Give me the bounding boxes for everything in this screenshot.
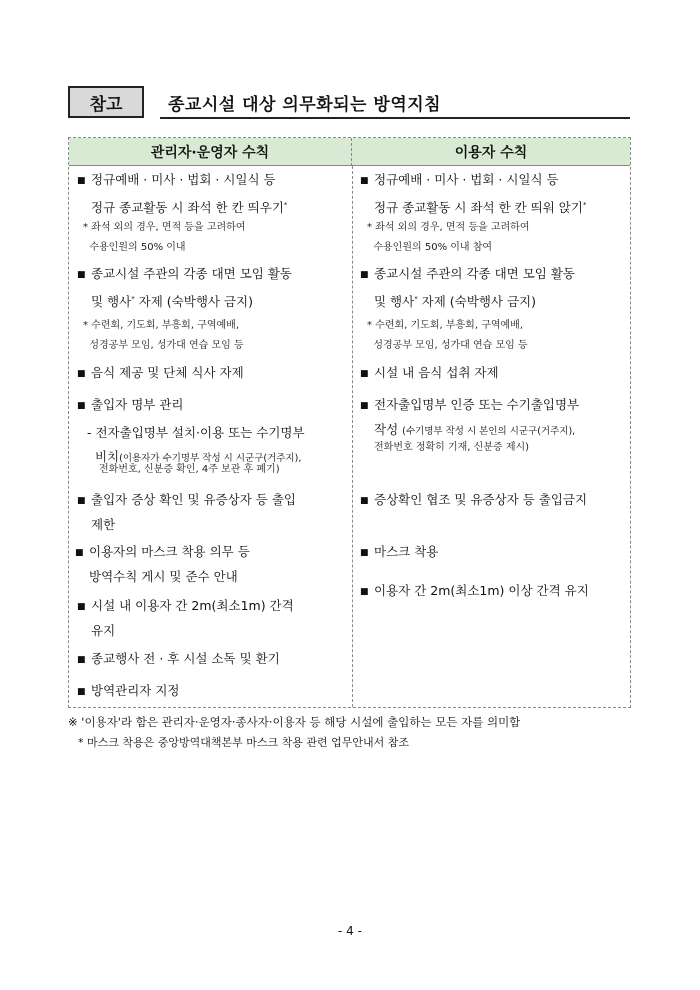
left-item-7 [77, 594, 294, 643]
left-item-5-line2: 제한 [91, 517, 116, 532]
right-item-4-line2: 작성 [374, 422, 399, 437]
left-item-6-line2: 방역수칙 게시 및 준수 안내 [89, 569, 238, 584]
left-item-4-detail-line3: 전화번호, 신분증 확인, 4주 보관 후 폐기) [99, 464, 280, 475]
left-item-1: ■ 정규예배 · 미사 · 법회 · 시일식 등 정규 종교활동 시 좌석 한 칸 띄우기* [77, 168, 287, 220]
guideline-table [68, 137, 631, 708]
left-item-2-note-line1: * 수련회, 기도회, 부흥회, 구역예배, [83, 320, 240, 331]
square-bullet-icon: ■ [360, 587, 369, 597]
left-item-4-detail-line1: - 전자출입명부 설치·이용 또는 수기명부 [87, 425, 305, 440]
left-item-8-text: 종교행사 전 · 후 시설 소독 및 환기 [91, 651, 280, 666]
square-bullet-icon: ■ [360, 369, 369, 379]
left-item-1-note-line1: * 좌석 외의 경우, 면적 등을 고려하여 [83, 222, 246, 233]
left-item-5 [77, 488, 296, 537]
column-header-manager: 관리자·운영자 수칙 [69, 138, 352, 166]
left-item-5-line1: 출입자 증상 확인 및 유증상자 등 출입 [91, 492, 296, 507]
left-item-9 [77, 679, 180, 704]
square-bullet-icon: ■ [77, 496, 86, 506]
left-item-2-line2: 및 행사 [91, 294, 132, 310]
left-item-1-note-line2: 수용인원의 50% 이내 [89, 242, 186, 253]
right-item-2: ■ 종교시설 주관의 각종 대면 모임 활동 및 행사* 자제 (숙박행사 금지) [360, 262, 575, 314]
square-bullet-icon: ■ [77, 176, 86, 186]
square-bullet-icon: ■ [77, 369, 86, 379]
title-underline [160, 117, 630, 119]
column-header-user: 이용자 수칙 [352, 138, 630, 166]
square-bullet-icon: ■ [77, 602, 86, 612]
left-item-2-line2b: 자제 (숙박행사 금지) [134, 294, 253, 310]
left-item-3 [77, 361, 244, 386]
square-bullet-icon: ■ [360, 176, 369, 186]
right-item-3-text: 시설 내 음식 섭취 자제 [374, 365, 499, 380]
left-item-6-line1: 이용자의 마스크 착용 의무 등 [89, 544, 250, 559]
left-item-7-line1: 시설 내 이용자 간 2m(최소1m) 간격 [91, 598, 294, 613]
right-item-7-text: 이용자 간 2m(최소1m) 이상 간격 유지 [374, 583, 589, 598]
right-item-4-line3: 전화번호 정확히 기재, 신분증 제시) [374, 442, 530, 453]
footnote-mask-guide: * 마스크 착용은 중앙방역대책본부 마스크 착용 관련 업무안내서 참조 [78, 736, 409, 749]
left-item-6 [75, 540, 250, 589]
left-item-2: ■ 종교시설 주관의 각종 대면 모임 활동 및 행사* 자제 (숙박행사 금지) [77, 262, 292, 314]
right-item-5 [360, 488, 587, 513]
right-item-2-note-line2: 성경공부 모임, 성가대 연습 모임 등 [373, 340, 528, 351]
square-bullet-icon: ■ [360, 548, 369, 558]
left-item-4 [77, 393, 183, 418]
right-item-1-line2: 정규 종교활동 시 좌석 한 칸 띄워 앉기 [374, 200, 583, 216]
column-divider [352, 166, 353, 707]
left-item-2-line1: 종교시설 주관의 각종 대면 모임 활동 [91, 266, 292, 281]
left-item-2-note-line2: 성경공부 모임, 성가대 연습 모임 등 [89, 340, 244, 351]
right-item-3 [360, 361, 499, 386]
square-bullet-icon: ■ [360, 496, 369, 506]
right-item-1: ■ 정규예배 · 미사 · 법회 · 시일식 등 정규 종교활동 시 좌석 한 칸 띄워 앉기* [360, 168, 586, 220]
right-item-4 [360, 393, 579, 444]
left-item-4-detail-line2b: (이용자가 수기명부 작성 시 시군구(거주지), [119, 453, 302, 464]
left-item-8 [77, 647, 280, 672]
square-bullet-icon: ■ [77, 655, 86, 665]
left-item-1-line2: 정규 종교활동 시 좌석 한 칸 띄우기 [91, 200, 284, 216]
right-item-4-line1: 전자출입명부 인증 또는 수기출입명부 [374, 397, 580, 412]
right-item-2-line2b: 자제 (숙박행사 금지) [417, 294, 536, 310]
right-item-1-note-line1: * 좌석 외의 경우, 면적 등을 고려하여 [367, 222, 530, 233]
right-item-7 [360, 579, 589, 604]
right-item-2-note [367, 316, 528, 356]
square-bullet-icon: ■ [77, 401, 86, 411]
right-item-2-note-line1: * 수련회, 기도회, 부흥회, 구역예배, [367, 320, 524, 331]
footnote-user-definition: ※ '이용자'라 함은 관리자·운영자·종사자·이용자 등 해당 시설에 출입하는 모든 자를 의미함 [68, 715, 521, 729]
left-item-4-text: 출입자 명부 관리 [91, 397, 184, 412]
square-bullet-icon: ■ [77, 270, 86, 280]
square-bullet-icon: ■ [77, 687, 86, 697]
left-item-9-text: 방역관리자 지정 [91, 683, 180, 698]
right-item-2-line1: 종교시설 주관의 각종 대면 모임 활동 [374, 266, 575, 281]
right-item-1-note [367, 218, 530, 258]
right-item-1-note-line2: 수용인원의 50% 이내 참여 [373, 242, 493, 253]
left-item-1-line1: 정규예배 · 미사 · 법회 · 시일식 등 [91, 172, 276, 187]
page-title: 종교시설 대상 의무화되는 방역지침 [168, 95, 442, 115]
left-item-2-note [83, 316, 244, 356]
left-item-7-line2: 유지 [91, 623, 116, 638]
reference-badge: 참고 [68, 86, 144, 118]
right-item-6 [360, 540, 438, 565]
square-bullet-icon: ■ [360, 270, 369, 280]
left-item-3-text: 음식 제공 및 단체 식사 자제 [91, 365, 244, 380]
page-number: - 4 - [338, 924, 362, 938]
right-item-6-text: 마스크 착용 [374, 544, 439, 559]
left-item-4-detail-line2a: 비치 [94, 449, 120, 464]
square-bullet-icon: ■ [75, 548, 84, 558]
left-item-1-note [83, 218, 246, 258]
square-bullet-icon: ■ [360, 401, 369, 411]
right-item-4-line2-note: (수기명부 작성 시 본인의 시군구(거주지), [402, 426, 576, 437]
right-item-1-line1: 정규예배 · 미사 · 법회 · 시일식 등 [374, 172, 559, 187]
right-item-2-line2: 및 행사 [374, 294, 415, 310]
right-item-5-text: 증상확인 협조 및 유증상자 등 출입금지 [374, 492, 588, 507]
